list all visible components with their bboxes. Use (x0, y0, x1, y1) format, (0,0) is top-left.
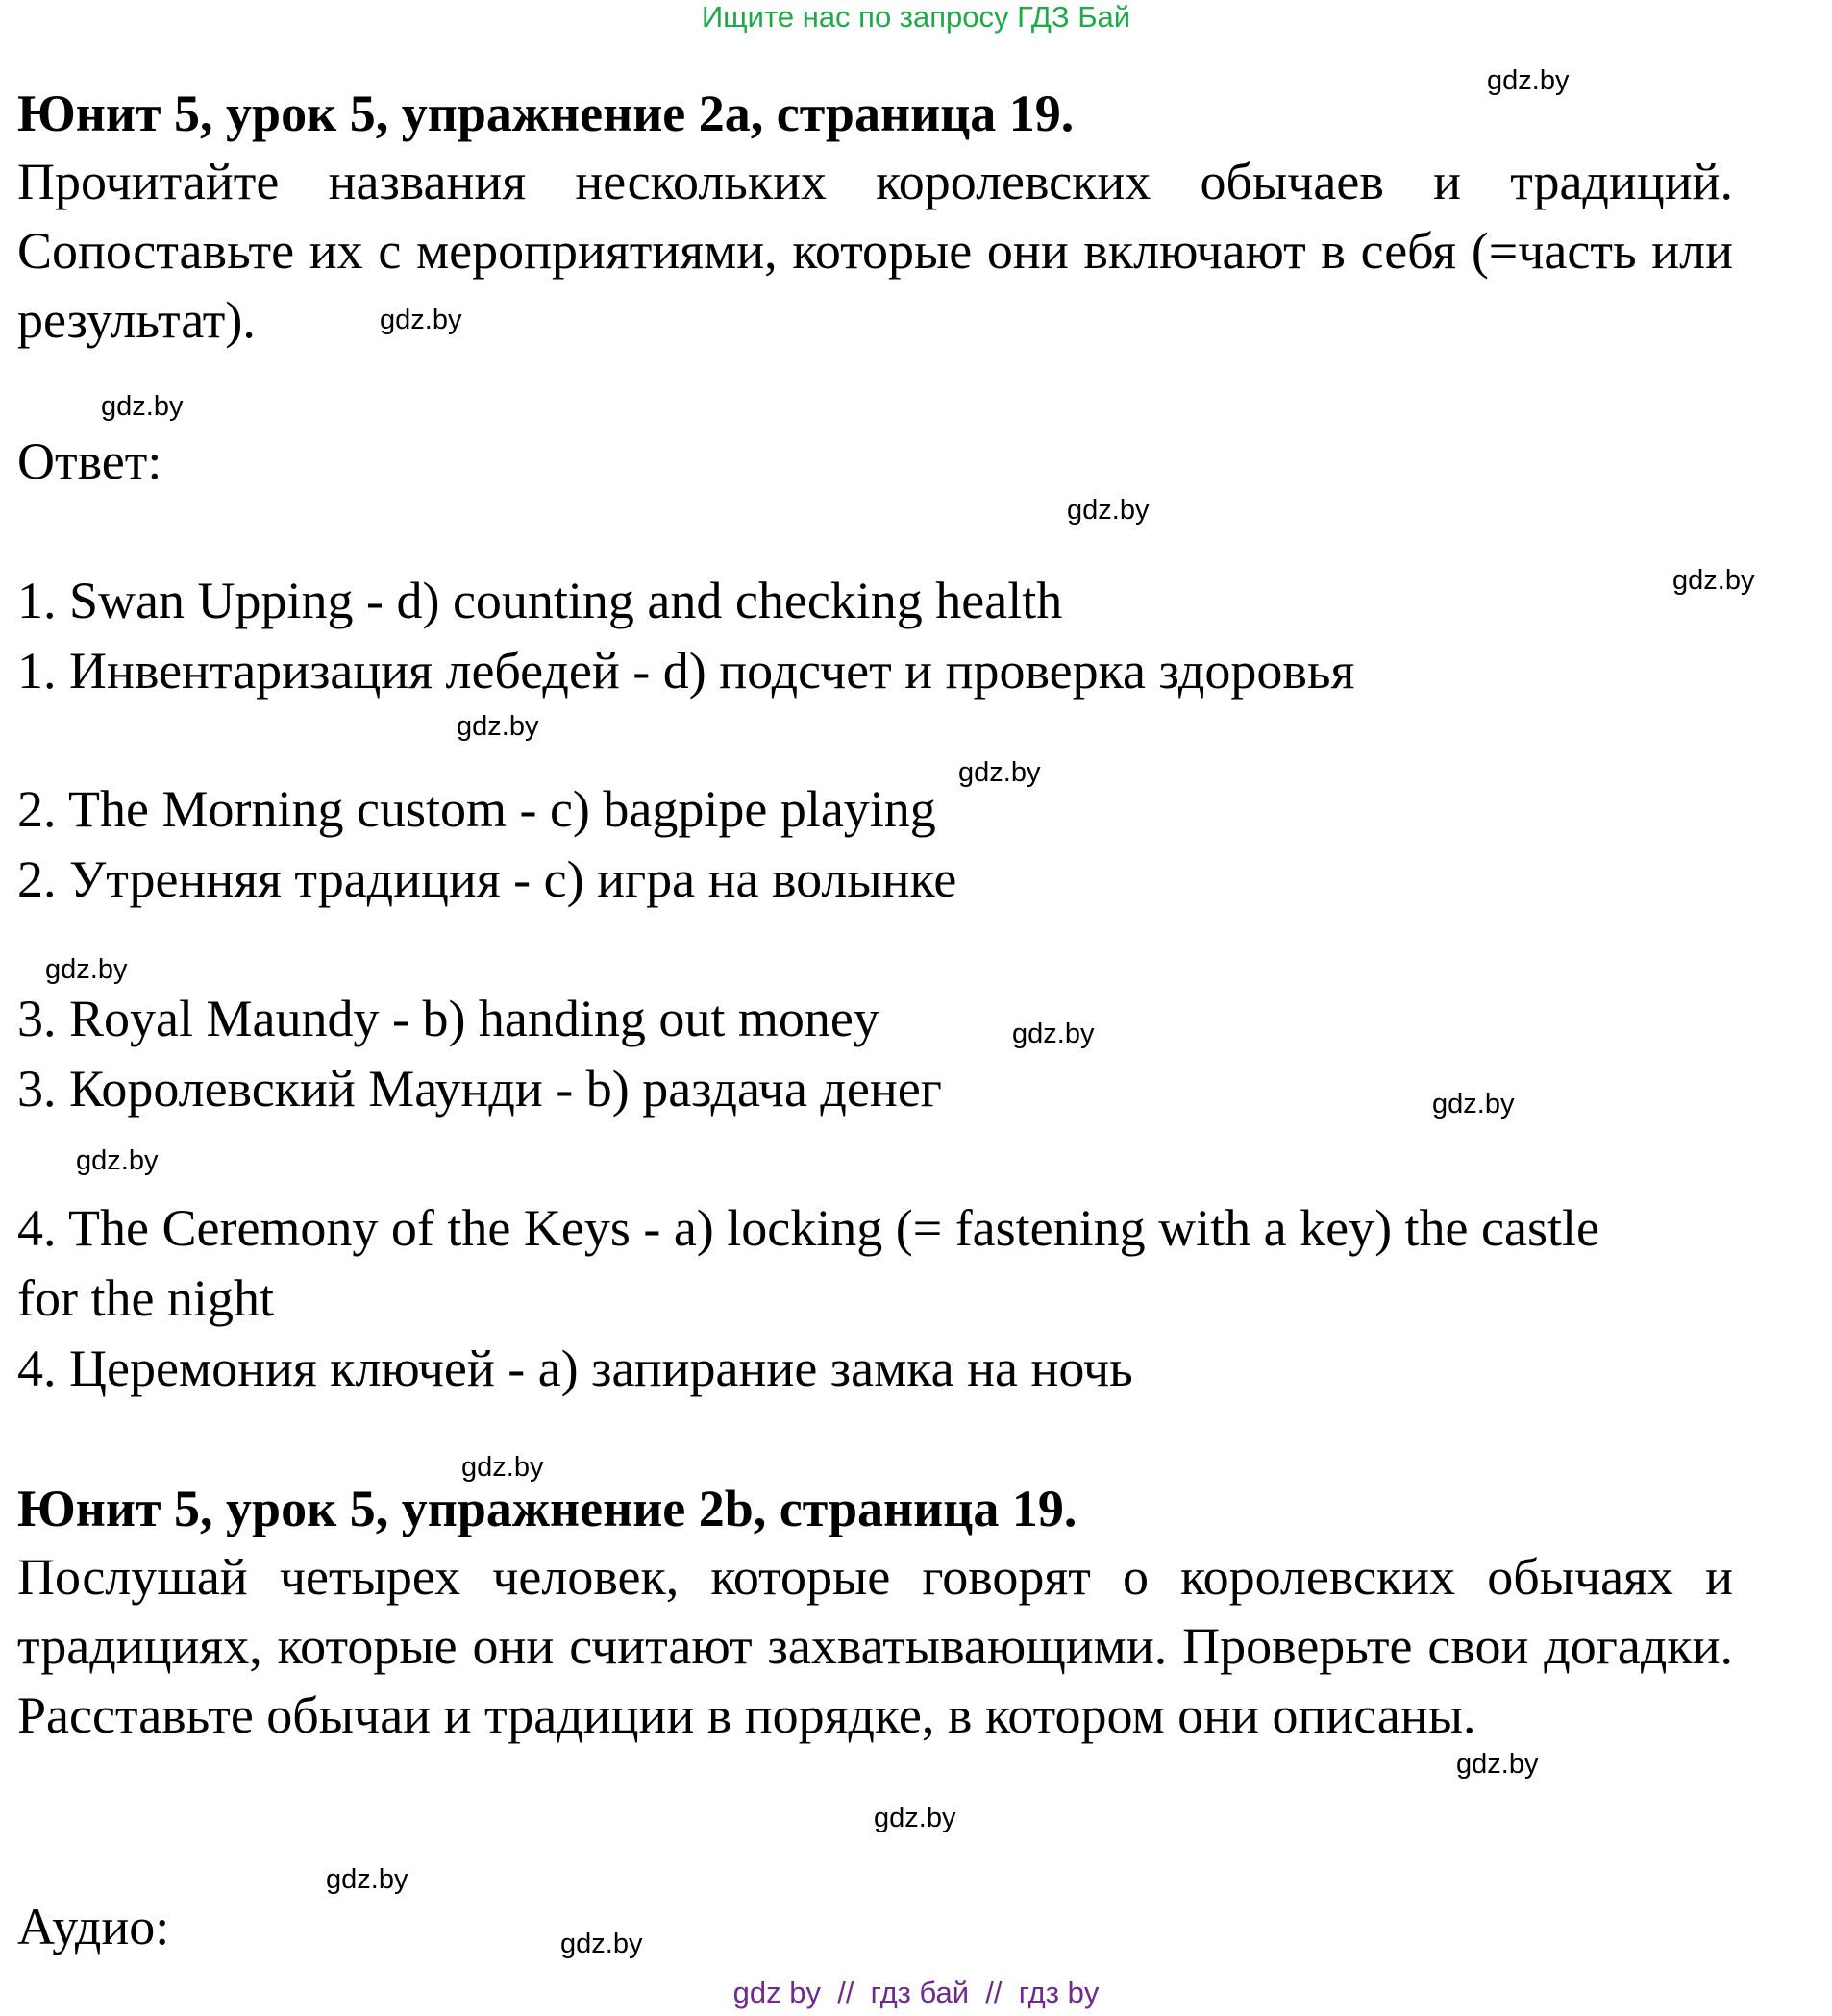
answer-item-3-ru: 3. Королевский Маунди - b) раздача денег (17, 1060, 942, 1118)
watermark: gdz.by (76, 1145, 159, 1176)
watermark: gdz.by (380, 305, 462, 335)
watermark: gdz.by (461, 1452, 544, 1483)
watermark: gdz.by (1672, 565, 1755, 596)
top-banner: Ищите нас по запросу ГДЗ Бай (701, 0, 1131, 34)
watermark: gdz.by (1012, 1019, 1095, 1049)
watermark: gdz.by (560, 1929, 643, 1959)
answer-item-2-en: 2. The Morning custom - c) bagpipe playing (17, 780, 936, 838)
watermark: gdz.by (958, 757, 1041, 788)
watermark: gdz.by (1456, 1749, 1539, 1780)
section1-heading: Юнит 5, урок 5, упражнение 2a, страница 19. (17, 85, 1075, 142)
answer-label: Ответ: (17, 432, 162, 490)
watermark: gdz.by (1487, 65, 1570, 96)
section2-heading: Юнит 5, урок 5, упражнение 2b, страница 19. (17, 1480, 1077, 1537)
answer-item-4-ru: 4. Церемония ключей - a) запирание замка на ночь (17, 1340, 1133, 1397)
watermark: gdz.by (45, 954, 128, 985)
answer-item-2-ru: 2. Утренняя традиция - c) игра на волынке (17, 850, 957, 908)
watermark: gdz.by (457, 711, 539, 742)
answer-item-3-en: 3. Royal Maundy - b) handing out money (17, 990, 879, 1047)
watermark: gdz.by (874, 1803, 956, 1833)
audio-label: Аудио: (17, 1898, 170, 1955)
watermark: gdz.by (1067, 495, 1150, 526)
watermark: gdz.by (101, 391, 184, 422)
footer-links: gdz by // гдз бай // гдз by (732, 1976, 1100, 2009)
answer-item-1-en: 1. Swan Upping - d) counting and checking health (17, 572, 1063, 629)
answer-item-4-en-line1: 4. The Ceremony of the Keys - a) locking (= fastening with a key) the castle (17, 1199, 1599, 1257)
section1-task: Прочитайте названия нескольких королевских обычаев и традиций. Сопоставьте их с мероприятиями, которые они включают в себя (=часть или результат). (17, 153, 1733, 349)
watermark: gdz.by (326, 1864, 408, 1895)
watermark: gdz.by (1432, 1089, 1515, 1119)
answer-item-1-ru: 1. Инвентаризация лебедей - d) подсчет и проверка здоровья (17, 642, 1355, 700)
answer-item-4-en-line2: for the night (17, 1269, 274, 1327)
section2-task: Послушай четырех человек, которые говорят о королевских обычаях и традициях, которые они считают захватывающими. Проверьте свои догадки. Расставьте обычаи и традиции в порядке, в котором они описаны. (17, 1548, 1733, 1744)
